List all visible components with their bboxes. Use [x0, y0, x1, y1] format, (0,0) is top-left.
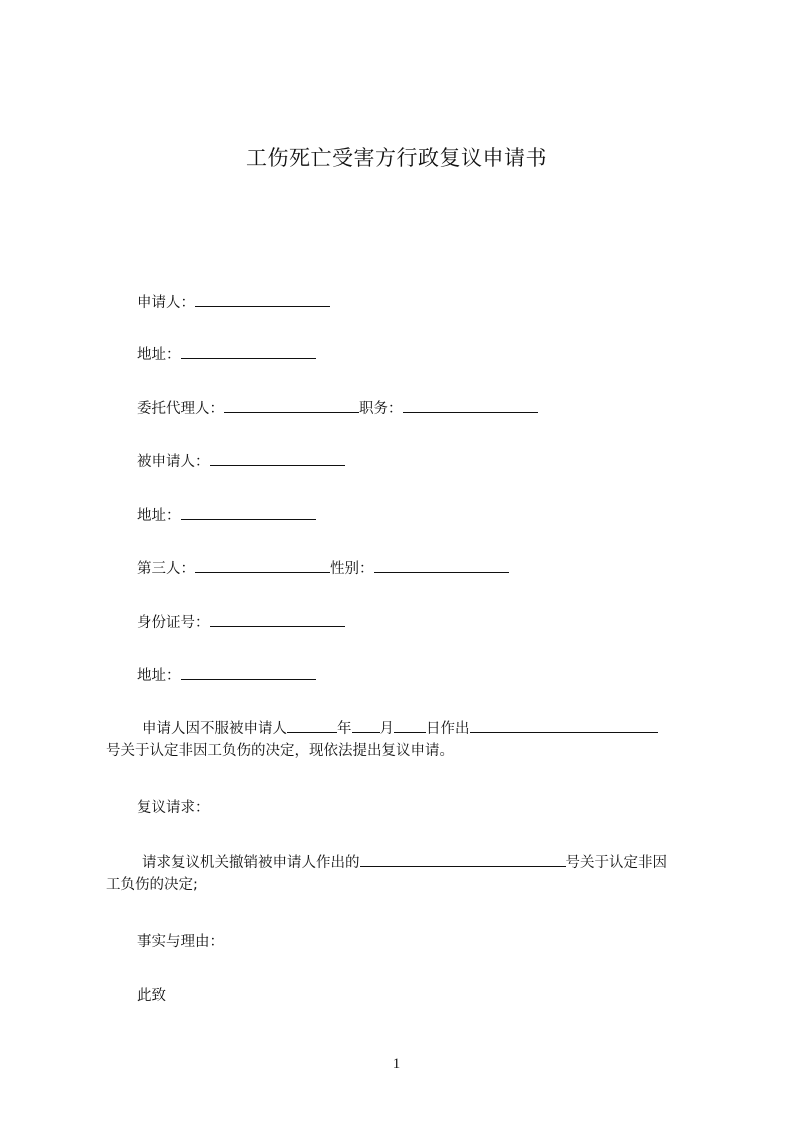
request-heading: 复议请求：	[137, 800, 210, 816]
third-party-label: 第三人：	[137, 561, 195, 577]
year-blank[interactable]	[287, 718, 337, 733]
gender-label: 性别：	[330, 561, 374, 577]
third-party-line	[137, 558, 509, 579]
applicant-line	[137, 292, 330, 313]
address-label-1: 地址：	[137, 347, 181, 363]
position-label: 职务：	[359, 401, 403, 417]
statement-paragraph	[106, 718, 706, 761]
id-number-blank[interactable]	[210, 612, 345, 627]
facts-heading: 事实与理由：	[137, 934, 224, 950]
address-line-3	[137, 665, 316, 686]
address-label-3: 地址：	[137, 668, 181, 684]
position-blank[interactable]	[403, 398, 538, 413]
day-made-label: 日作出	[426, 721, 470, 737]
agent-line	[137, 398, 538, 419]
year-label: 年	[337, 721, 352, 737]
month-label: 月	[379, 721, 394, 737]
statement-text: 申请人因不服被申请人	[142, 721, 287, 737]
request-number-blank[interactable]	[360, 852, 566, 867]
request-row-2: 工负伤的决定;	[106, 877, 198, 893]
address-label-2: 地址：	[137, 508, 181, 524]
closing-text: 此致	[137, 988, 166, 1004]
decision-number-blank[interactable]	[470, 718, 658, 733]
month-blank[interactable]	[352, 718, 380, 733]
respondent-line	[137, 451, 345, 472]
statement-row-1	[106, 718, 706, 738]
request-text: 请求复议机关撤销被申请人作出的	[142, 855, 360, 871]
day-blank[interactable]	[394, 718, 426, 733]
respondent-label: 被申请人：	[137, 454, 210, 470]
request-row-1	[106, 852, 706, 872]
address-line-2	[137, 505, 316, 526]
applicant-label: 申请人：	[137, 295, 195, 311]
id-number-line	[137, 612, 345, 633]
respondent-blank[interactable]	[210, 451, 345, 466]
request-paragraph	[106, 852, 706, 895]
document-title: 工伤死亡受害方行政复议申请书	[246, 146, 547, 170]
gender-blank[interactable]	[374, 558, 509, 573]
third-party-blank[interactable]	[195, 558, 330, 573]
agent-label: 委托代理人：	[137, 401, 224, 417]
page-number: 1	[392, 1056, 401, 1072]
applicant-blank[interactable]	[195, 292, 330, 307]
request-text-2: 号关于认定非因	[565, 855, 667, 871]
address-blank-2[interactable]	[181, 505, 316, 520]
agent-blank[interactable]	[224, 398, 359, 413]
address-blank-3[interactable]	[181, 665, 316, 680]
statement-row-2: 号关于认定非因工负伤的决定，现依法提出复议申请。	[106, 743, 454, 759]
address-blank-1[interactable]	[181, 344, 316, 359]
id-number-label: 身份证号：	[137, 615, 210, 631]
address-line-1	[137, 344, 316, 365]
